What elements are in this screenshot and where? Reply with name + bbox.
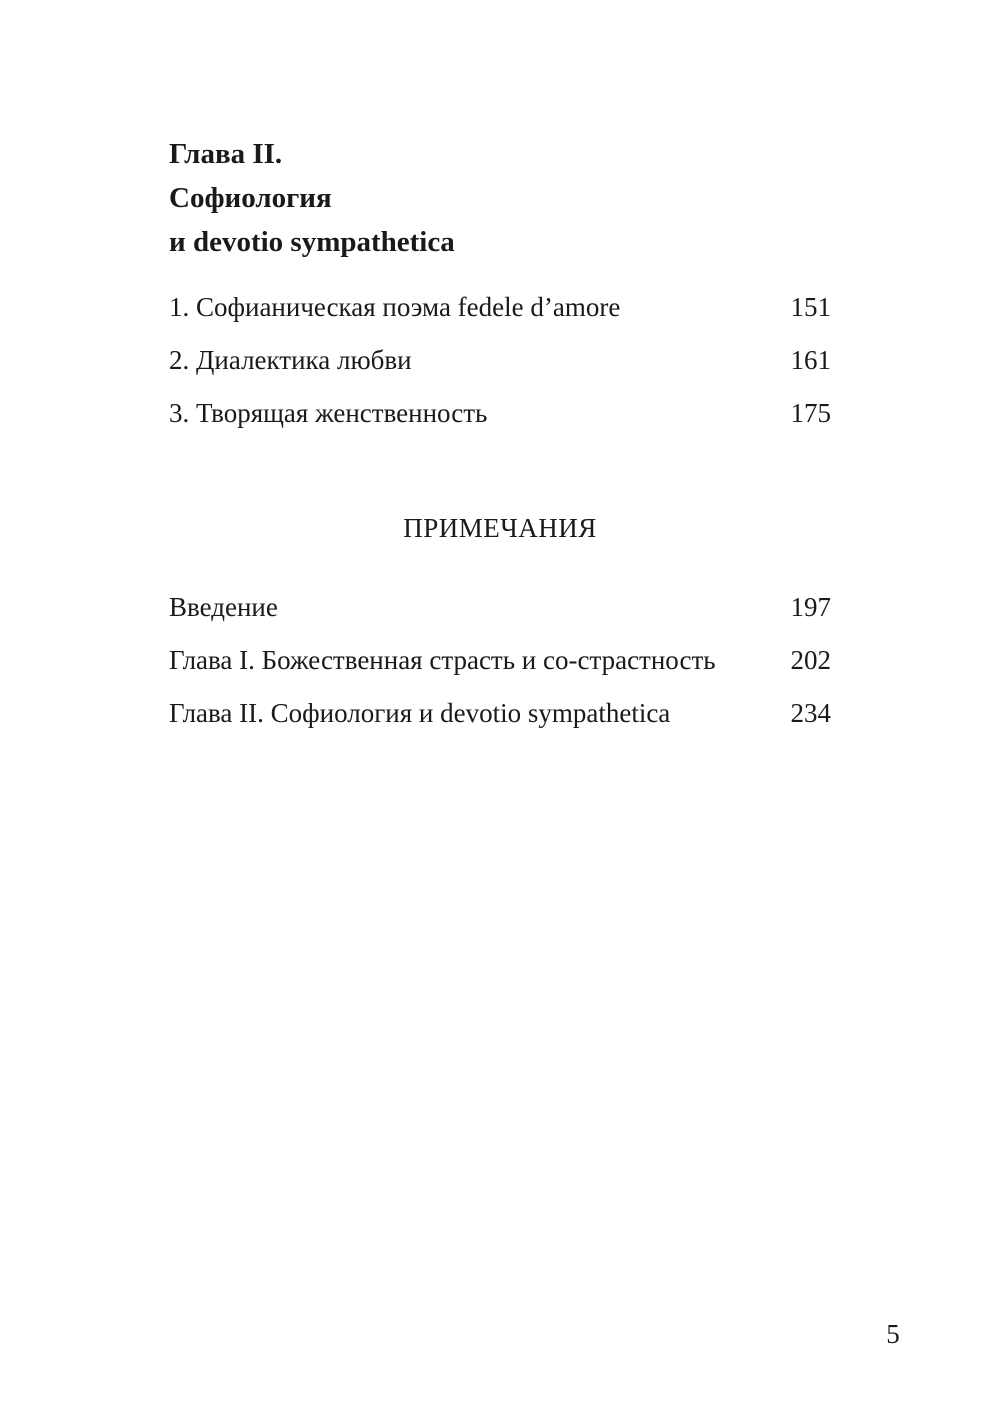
toc-entry[interactable]: [169, 585, 831, 638]
chapter-heading-line: Глава II.: [169, 138, 283, 170]
toc-entry-page: 151: [790, 292, 831, 322]
toc-entry[interactable]: [169, 691, 831, 744]
toc-entry-page: 197: [790, 592, 831, 622]
chapter-heading: [169, 132, 829, 264]
toc-entry-title: 1. Софианическая поэма fedele d’amore: [169, 292, 621, 322]
chapter-sections-list: [169, 285, 831, 444]
toc-entry-page: 175: [790, 398, 831, 428]
toc-entry[interactable]: [169, 391, 831, 444]
toc-entry-title: 3. Творящая женственность: [169, 398, 488, 428]
toc-entry-title: Введение: [169, 592, 278, 622]
toc-entry-page: 234: [790, 698, 831, 728]
chapter-heading-line: и devotio sympathetica: [169, 226, 455, 258]
toc-entry-page: 202: [790, 645, 831, 675]
toc-entry-title: Глава I. Божественная страсть и со-страстность: [169, 645, 716, 675]
chapter-heading-line: Софиология: [169, 182, 332, 214]
toc-entry-title: Глава II. Софиология и devotio sympathetica: [169, 698, 671, 728]
toc-entry[interactable]: [169, 338, 831, 391]
toc-entry[interactable]: [169, 285, 831, 338]
toc-entry[interactable]: [169, 638, 831, 691]
toc-entry-title: 2. Диалектика любви: [169, 345, 412, 375]
notes-heading: ПРИМЕЧАНИЯ: [403, 513, 597, 543]
notes-list: [169, 585, 831, 744]
page-number: 5: [886, 1319, 900, 1349]
toc-entry-page: 161: [790, 345, 831, 375]
